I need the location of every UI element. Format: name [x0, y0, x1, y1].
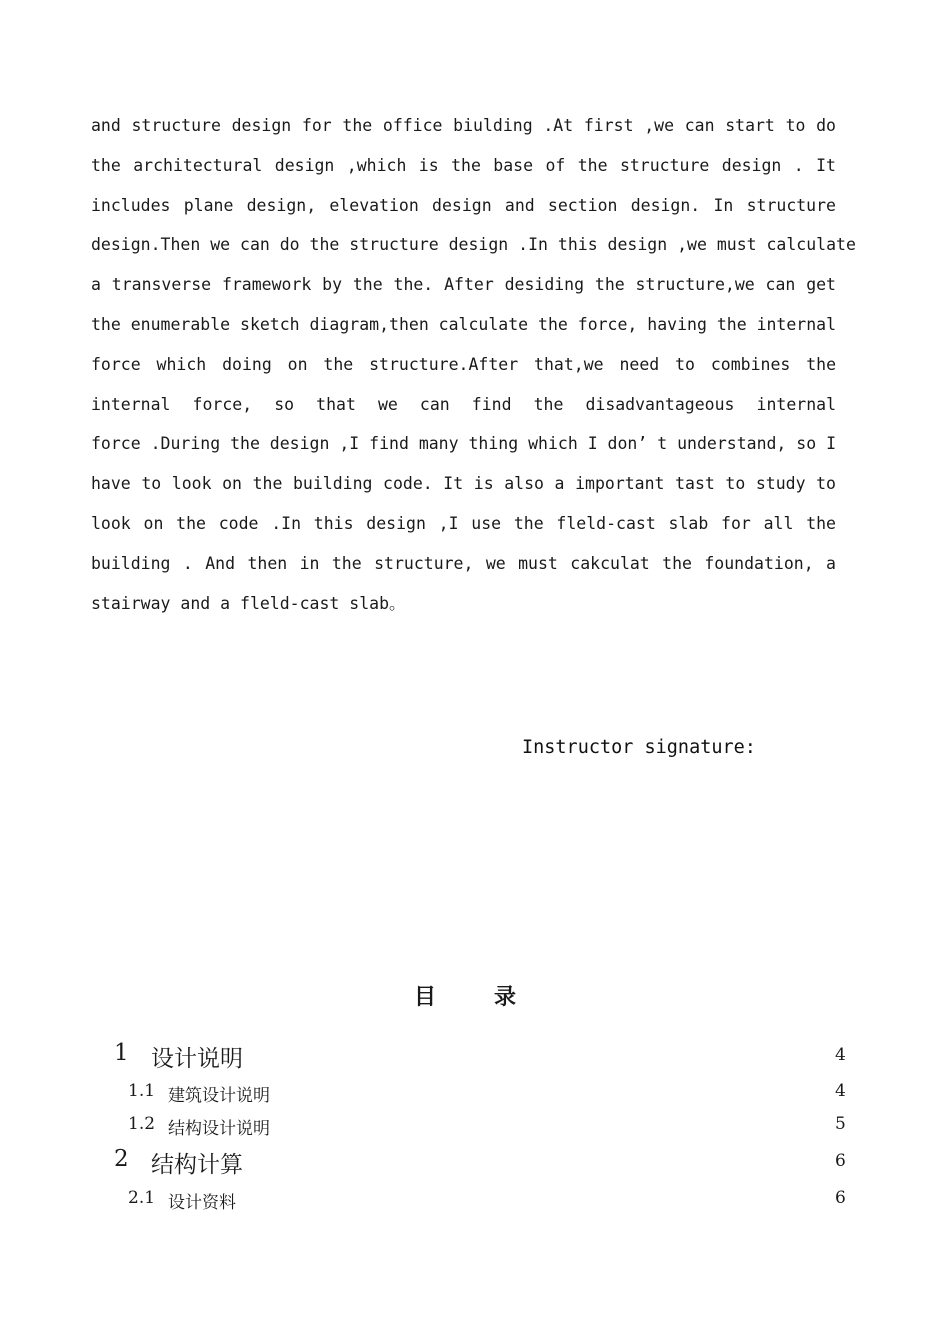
toc-entry-number: 1 — [114, 1040, 129, 1066]
toc-entry-number: 2 — [114, 1146, 129, 1172]
abstract-line: the enumerable sketch diagram,then calculate the force, having the internal — [91, 314, 837, 334]
abstract-line: a transverse framework by the the. After desiding the structure,we can get — [91, 275, 836, 295]
toc-entry-page: 4 — [835, 1045, 846, 1065]
toc-entry-number: 1.2 — [128, 1114, 156, 1134]
toc-entry-title: 设计资料 — [168, 1193, 236, 1213]
abstract-line: stairway and a fleld-cast slab。 — [91, 593, 406, 613]
toc-entry-title: 设计说明 — [151, 1046, 243, 1072]
toc-entry-title: 结构计算 — [151, 1152, 243, 1178]
toc-entry-page: 5 — [835, 1114, 846, 1134]
abstract-line: have to look on the building code. It is also a important tast to study to — [91, 474, 836, 494]
toc-title-char: 录 — [494, 985, 517, 1010]
abstract-line: design.Then we can do the structure design .In this design ,we must calculate — [91, 235, 856, 255]
abstract-line: and structure design for the office biulding .At first ,we can start to do — [91, 116, 836, 135]
abstract-line: building . And then in the structure, we must cakculat the foundation, a — [91, 553, 836, 573]
toc-entry-page: 6 — [835, 1188, 846, 1208]
abstract-line: force .During the design ,I find many thing which I don’ t understand, so I — [91, 434, 837, 454]
instructor-signature-label: Instructor signature: — [522, 737, 756, 758]
toc-title-char: 目 — [413, 985, 436, 1010]
toc-entry-page: 4 — [835, 1081, 846, 1101]
toc-entry-number: 1.1 — [128, 1081, 156, 1101]
toc-title — [0, 980, 930, 1011]
abstract-line: force which doing on the structure.After that,we need to combines the — [91, 354, 836, 374]
abstract-line: includes plane design, elevation design and section design. In structure — [91, 195, 836, 215]
abstract-line: look on the code .In this design ,I use the fleld-cast slab for all the — [91, 513, 836, 533]
toc-entry-title: 结构设计说明 — [168, 1119, 270, 1139]
toc-entry-title: 建筑设计说明 — [168, 1086, 270, 1106]
abstract-body — [91, 113, 856, 630]
toc-entry-page: 6 — [835, 1151, 846, 1171]
abstract-line: the architectural design ,which is the base of the structure design . It — [91, 155, 836, 175]
toc-entry-number: 2.1 — [128, 1188, 156, 1208]
abstract-line: internal force, so that we can find the disadvantageous internal — [91, 394, 836, 414]
